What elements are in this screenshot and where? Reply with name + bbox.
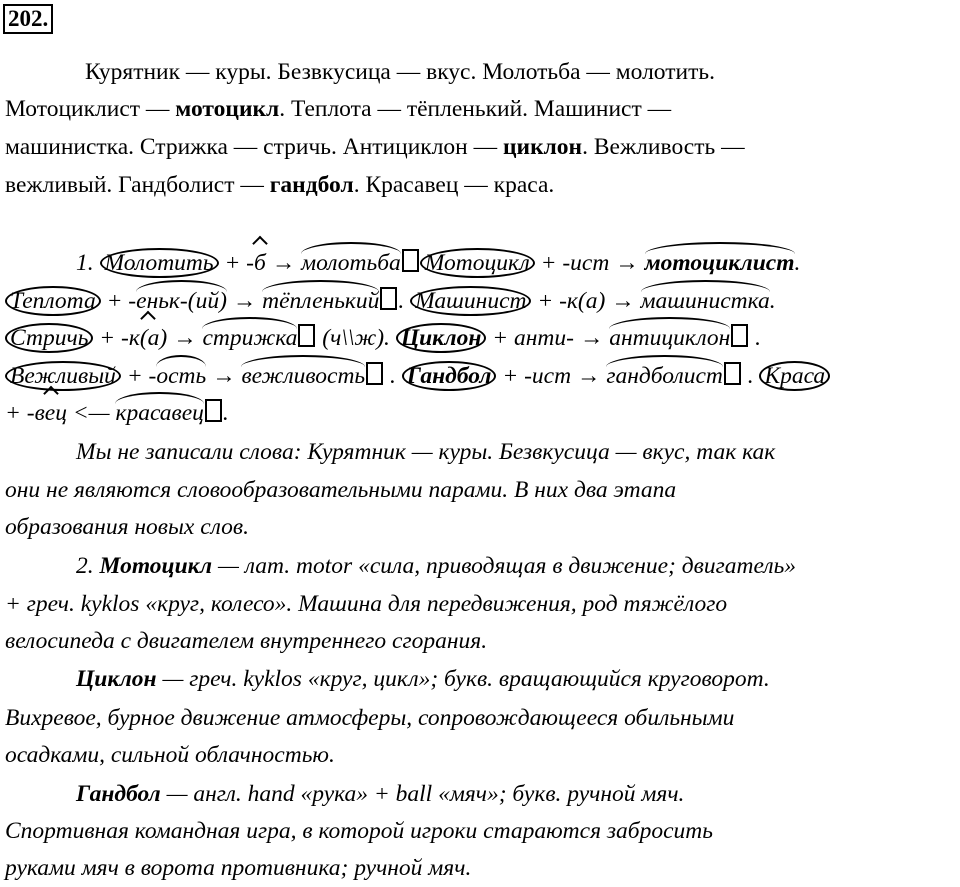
suffix-mark: вец	[34, 400, 67, 426]
note-line-2: они не являются словообразовательными парами. В них два этапа	[5, 477, 677, 503]
suffix-mark: ость	[156, 363, 207, 389]
root-oval: Циклон	[396, 323, 487, 353]
note-line-1: Мы не записали слова: Курятник — куры. Безвкусица — вкус, так как	[76, 439, 776, 465]
moto-line-2: + греч. kyklos «круг, колесо». Машина для передвижения, род тяжёлого	[5, 591, 728, 617]
analysis-row-1: 1. Молотить + -б → молотьба Мотоцикл + -ист → мотоциклист.	[76, 250, 801, 276]
note-line-3: образования новых слов.	[5, 514, 249, 540]
exercise-number: 202.	[3, 4, 53, 34]
ending-box	[205, 399, 222, 422]
cyclone-line-2: Вихревое, бурное движение атмосферы, сопровождающееся обильными	[5, 705, 735, 731]
intro-line-2: Мотоциклист — мотоцикл. Теплота — тёпленький. Машинист —	[5, 96, 672, 122]
intro-line-3: машинистка. Стрижка — стричь. Антициклон — циклон. Вежливость —	[5, 134, 745, 160]
stem-arc: вежливость	[241, 363, 366, 389]
stem-arc: гандболист	[606, 363, 723, 389]
root-oval: Мотоцикл	[420, 248, 535, 278]
ending-box	[380, 287, 397, 310]
intro-line-4: вежливый. Гандболист — гандбол. Красавец — краса.	[5, 172, 555, 198]
ending-box	[731, 324, 748, 347]
stem-arc: машинистка	[640, 288, 770, 314]
suffix-mark: еньк-(ий)	[136, 288, 227, 314]
root-oval: Машинист	[410, 286, 531, 316]
handball-line-1: Гандбол — англ. hand «рука» + ball «мяч»; букв. ручной мяч.	[76, 781, 685, 807]
root-oval: Вежливый	[5, 361, 121, 391]
stem-arc: стрижка	[202, 325, 298, 351]
stem-arc: антициклон	[609, 325, 731, 351]
root-oval: Стричь	[5, 323, 93, 353]
ending-box	[366, 362, 383, 385]
stem-arc: тёпленький	[262, 288, 380, 314]
ending-box	[402, 249, 419, 272]
stem-arc: мотоциклист	[644, 250, 795, 276]
suffix-mark: к(а)	[128, 325, 168, 351]
analysis-row-5: + -вец <— красавец .	[5, 400, 229, 426]
ending-box	[724, 362, 741, 385]
analysis-row-2: Теплота + -еньк-(ий) → тёпленький . Машинист + -к(а) → машинистка.	[5, 286, 776, 316]
ending-box	[298, 324, 315, 347]
cyclone-line-3: осадками, сильной облачностью.	[5, 742, 335, 768]
cyclone-line-1: Циклон — греч. kyklos «круг, цикл»; букв. вращающийся круговорот.	[76, 666, 770, 692]
root-oval: Теплота	[5, 286, 101, 316]
handball-line-2: Спортивная командная игра, в которой игроки стараются забросить	[5, 818, 713, 844]
root-oval: Молотить	[100, 248, 219, 278]
stem-arc: молотьба	[301, 250, 401, 276]
root-oval: Гандбол	[402, 361, 497, 391]
moto-line-3: велосипеда с двигателем внутреннего сгорания.	[5, 628, 488, 654]
analysis-row-3: Стричь + -к(а) → стрижка (ч\\ж). Циклон + анти- → антициклон .	[5, 323, 761, 353]
suffix-mark: б	[254, 250, 266, 276]
moto-line-1: 2. Мотоцикл — лат. motor «сила, приводящая в движение; двигатель»	[76, 553, 797, 579]
root-oval: Краса	[759, 361, 830, 391]
stem-arc: красавец	[115, 400, 204, 426]
intro-line-1: Курятник — куры. Безвкусица — вкус. Молотьба — молотить.	[85, 59, 715, 85]
analysis-row-4: Вежливый + -ость → вежливость . Гандбол + -ист → гандболист . Краса	[5, 361, 830, 391]
handball-line-3: руками мяч в ворота противника; ручной мяч.	[5, 855, 472, 881]
